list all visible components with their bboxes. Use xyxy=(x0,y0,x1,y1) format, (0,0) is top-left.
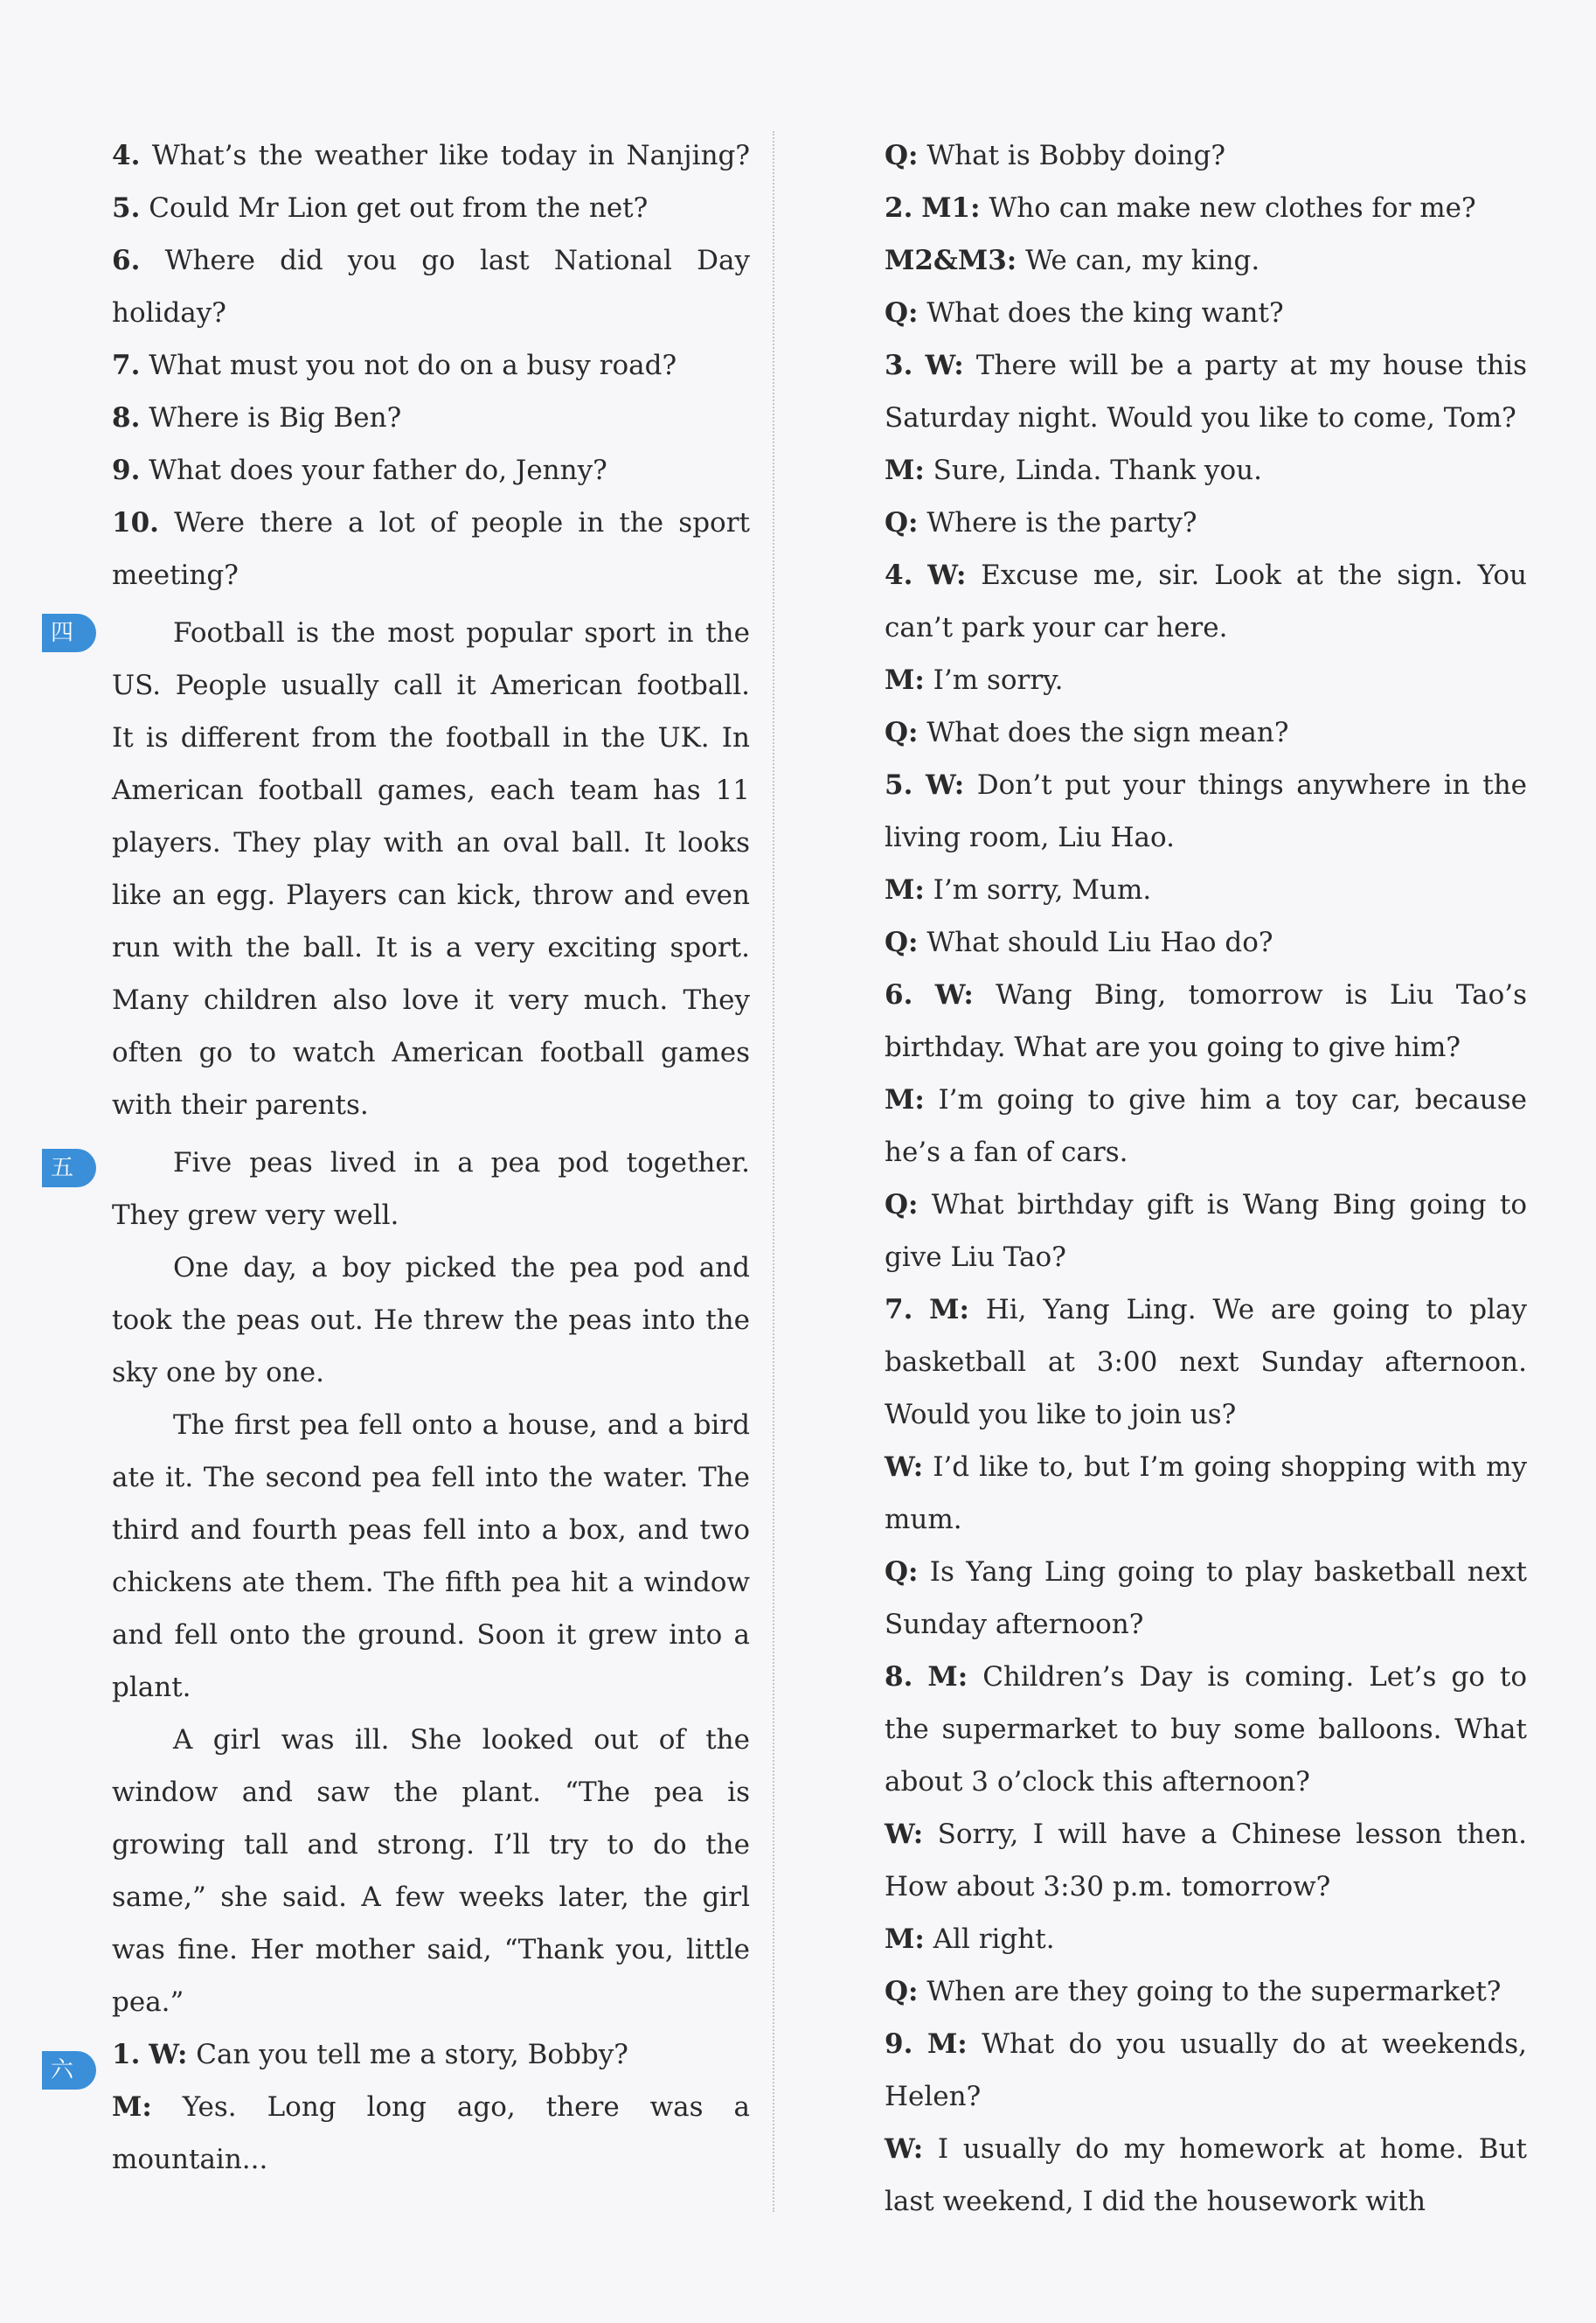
dialogue-line xyxy=(885,602,1527,654)
item-number: 7. xyxy=(885,1294,913,1325)
paragraph-line: with their parents. xyxy=(112,1089,369,1121)
dialogue-line xyxy=(885,2018,1527,2070)
dialogue-text: Saturday night. Would you like to come, Tom? xyxy=(885,402,1516,434)
dialogue-text: What do you usually do at weekends, xyxy=(982,2028,1528,2060)
speaker-label: W: xyxy=(885,2133,924,2165)
speaker-label: M2&M3: xyxy=(885,245,1017,276)
dialogue-text: Sunday afternoon? xyxy=(885,1609,1144,1640)
dialogue-text: Would you like to join us? xyxy=(885,1399,1237,1430)
item-number: 3. xyxy=(885,350,913,381)
dialogue-text: What is Bobby doing? xyxy=(926,140,1225,171)
dialogue-text: Don’t put your things anywhere in the xyxy=(976,769,1528,801)
dialogue-line xyxy=(885,2070,1527,2123)
speaker-label: M: xyxy=(885,1084,925,1116)
dialogue-line xyxy=(885,392,1527,444)
paragraph-line: was fine. Her mother said, “Thank you, little xyxy=(112,1934,750,1965)
dialogue-line xyxy=(885,1965,1527,2018)
dialogue-text: he’s a fan of cars. xyxy=(885,1137,1128,1168)
paragraph-line: One day, a boy picked the pea pod and xyxy=(173,1252,750,1283)
question-8: 8. Where is Big Ben? xyxy=(112,402,402,434)
paragraph-line: growing tall and strong. I’ll try to do the xyxy=(112,1829,750,1860)
paragraph-line: A girl was ill. She looked out of the xyxy=(173,1724,750,1756)
column-divider xyxy=(773,131,774,2212)
dialogue-text: When are they going to the supermarket? xyxy=(926,1976,1502,2007)
speaker-label: W: xyxy=(885,1451,924,1483)
item-number: 9. xyxy=(885,2028,913,2060)
dialogue-line: 1. W: Can you tell me a story, Bobby? xyxy=(112,2039,628,2070)
speaker-label: M: xyxy=(885,664,925,696)
dialogue-text: basketball at 3:00 next Sunday afternoon. xyxy=(885,1346,1527,1378)
section-badge-5: 五 xyxy=(42,1149,96,1187)
dialogue-line xyxy=(885,1913,1527,1965)
question-6: 6. Where did you go last National Day xyxy=(112,245,750,276)
dialogue-line xyxy=(885,1021,1527,1074)
section-4 xyxy=(112,607,750,1131)
item-number: 8. xyxy=(885,1661,913,1693)
dialogue-text: We can, my king. xyxy=(1025,245,1260,276)
section-5 xyxy=(112,1137,750,2028)
dialogue-line xyxy=(885,1860,1527,1913)
paragraph-line: Many children also love it very much. They xyxy=(112,984,750,1016)
paragraph-line: and fell onto the ground. Soon it grew into a xyxy=(112,1619,750,1651)
paragraph-line: They grew very well. xyxy=(112,1200,399,1231)
question-10: 10. Were there a lot of people in the sport xyxy=(112,507,750,539)
paragraph-line: third and fourth peas fell into a box, and two xyxy=(112,1514,750,1546)
speaker-label: W: xyxy=(925,350,964,381)
dialogue-text: Helen? xyxy=(885,2081,982,2112)
dialogue-line xyxy=(885,969,1527,1021)
dialogue-line xyxy=(885,234,1527,287)
speaker-label: W: xyxy=(934,979,974,1011)
speaker-label: W: xyxy=(885,1819,924,1850)
dialogue-line xyxy=(885,759,1527,811)
dialogue-text: the supermarket to buy some balloons. What xyxy=(885,1714,1527,1745)
dialogue-text: What should Liu Hao do? xyxy=(926,927,1273,958)
dialogue-text: Children’s Day is coming. Let’s go to xyxy=(982,1661,1528,1693)
section-6 xyxy=(112,2028,750,2186)
question-9: 9. What does your father do, Jenny? xyxy=(112,455,607,486)
dialogue-text: Where is the party? xyxy=(926,507,1197,539)
dialogue-line xyxy=(885,339,1527,392)
dialogue-text: How about 3:30 p.m. tomorrow? xyxy=(885,1871,1331,1902)
speaker-label: M: xyxy=(885,874,925,906)
dialogue-text: What does the king want? xyxy=(926,297,1284,329)
paragraph-line: window and saw the plant. “The pea is xyxy=(112,1777,750,1808)
dialogue-text: living room, Liu Hao. xyxy=(885,822,1175,853)
question-10-cont: meeting? xyxy=(112,560,239,591)
dialogue-line: mountain... xyxy=(112,2144,268,2175)
paragraph-line: players. They play with an oval ball. It looks xyxy=(112,827,750,859)
dialogue-line xyxy=(885,444,1527,497)
paragraph-line: Football is the most popular sport in the xyxy=(173,617,750,649)
dialogue-line xyxy=(885,2175,1527,2228)
question-7: 7. What must you not do on a busy road? xyxy=(112,350,677,381)
dialogue-line xyxy=(885,1756,1527,1808)
dialogue-text: Excuse me, sir. Look at the sign. You xyxy=(981,560,1528,591)
dialogue-line xyxy=(885,1598,1527,1651)
paragraph-line: US. People usually call it American football. xyxy=(112,670,750,701)
dialogue-text: I’m sorry. xyxy=(933,664,1064,696)
dialogue-line xyxy=(885,2123,1527,2175)
dialogue-line: M: Yes. Long long ago, there was a xyxy=(112,2091,750,2123)
paragraph-line: ate it. The second pea fell into the water. The xyxy=(112,1462,750,1493)
dialogue-text: There will be a party at my house this xyxy=(975,350,1528,381)
question-5: 5. Could Mr Lion get out from the net? xyxy=(112,192,649,224)
speaker-label: Q: xyxy=(885,927,919,958)
paragraph-line: like an egg. Players can kick, throw and even xyxy=(112,880,750,911)
dialogue-text: Sorry, I will have a Chinese lesson then. xyxy=(937,1819,1527,1850)
speaker-label: M: xyxy=(926,2028,968,2060)
dialogue-text: can’t park your car here. xyxy=(885,612,1228,643)
speaker-label: Q: xyxy=(885,1556,919,1588)
dialogue-line xyxy=(885,1126,1527,1179)
dialogue-text: Hi, Yang Ling. We are going to play xyxy=(985,1294,1528,1325)
dialogue-text: birthday. What are you going to give him? xyxy=(885,1032,1461,1063)
dialogue-line xyxy=(885,497,1527,549)
paragraph-line: plant. xyxy=(112,1672,191,1703)
speaker-label: Q: xyxy=(885,1189,919,1221)
speaker-label: W: xyxy=(927,560,967,591)
dialogue-line xyxy=(885,1703,1527,1756)
paragraph-line: chickens ate them. The fifth pea hit a window xyxy=(112,1567,750,1598)
dialogue-line xyxy=(885,916,1527,969)
dialogue-line xyxy=(885,182,1527,234)
paragraph-line: Five peas lived in a pea pod together. xyxy=(173,1147,750,1179)
dialogue-text: Who can make new clothes for me? xyxy=(989,192,1476,224)
dialogue-text: What birthday gift is Wang Bing going to xyxy=(931,1189,1527,1221)
dialogue-text: I’d like to, but I’m going shopping with my xyxy=(933,1451,1527,1483)
paragraph-line: same,” she said. A few weeks later, the girl xyxy=(112,1881,750,1913)
dialogue-line xyxy=(885,1651,1527,1703)
speaker-label: M: xyxy=(929,1294,969,1325)
paragraph-line: It is different from the football in the UK. In xyxy=(112,722,750,754)
item-number: 6. xyxy=(885,979,913,1011)
paragraph-line: The first pea fell onto a house, and a bird xyxy=(173,1409,750,1441)
dialogue-text: I’m sorry, Mum. xyxy=(933,874,1152,906)
speaker-label: Q: xyxy=(885,1976,919,2007)
dialogue-line xyxy=(885,1493,1527,1546)
dialogue-text: I’m going to give him a toy car, because xyxy=(938,1084,1527,1116)
dialogue-line xyxy=(885,1546,1527,1598)
dialogue-line xyxy=(885,1179,1527,1231)
speaker-label: Q: xyxy=(885,507,919,539)
question-6-cont: holiday? xyxy=(112,297,226,329)
dialogue-line xyxy=(885,654,1527,706)
item-number: 2. xyxy=(885,192,913,224)
dialogue-line xyxy=(885,864,1527,916)
paragraph-line: often go to watch American football games xyxy=(112,1037,750,1068)
dialogue-line xyxy=(885,811,1527,864)
dialogue-text: last weekend, I did the housework with xyxy=(885,2186,1426,2217)
paragraph-line: pea.” xyxy=(112,1986,184,2018)
item-number: 5. xyxy=(885,769,913,801)
dialogue-text: about 3 o’clock this afternoon? xyxy=(885,1766,1310,1798)
paragraph-line: run with the ball. It is a very exciting sport. xyxy=(112,932,750,963)
speaker-label: M: xyxy=(927,1661,968,1693)
dialogue-text: Wang Bing, tomorrow is Liu Tao’s xyxy=(996,979,1527,1011)
dialogue-text: Sure, Linda. Thank you. xyxy=(933,455,1262,486)
paragraph-line: sky one by one. xyxy=(112,1357,324,1388)
left-column xyxy=(112,129,750,2186)
question-4: 4. What’s the weather like today in Nanjing? xyxy=(112,140,750,171)
speaker-label: Q: xyxy=(885,717,919,748)
dialogue-text: I usually do my homework at home. But xyxy=(937,2133,1527,2165)
dialogue-text: What does the sign mean? xyxy=(926,717,1289,748)
speaker-label: M1: xyxy=(921,192,981,224)
speaker-label: W: xyxy=(925,769,965,801)
speaker-label: M: xyxy=(885,455,925,486)
section-badge-6: 六 xyxy=(42,2051,96,2090)
paragraph-line: took the peas out. He threw the peas into the xyxy=(112,1304,750,1336)
dialogue-line xyxy=(885,1231,1527,1283)
speaker-label: Q: xyxy=(885,297,919,329)
dialogue-line xyxy=(885,1336,1527,1388)
item-number: 4. xyxy=(885,560,913,591)
dialogue-line xyxy=(885,706,1527,759)
dialogue-line xyxy=(885,1808,1527,1860)
dialogue-line xyxy=(885,129,1527,182)
right-column xyxy=(885,129,1527,2228)
speaker-label: M: xyxy=(885,1923,925,1955)
dialogue-line xyxy=(885,1441,1527,1493)
dialogue-line xyxy=(885,1388,1527,1441)
dialogue-line xyxy=(885,1074,1527,1126)
dialogue-line xyxy=(885,549,1527,602)
section-badge-4: 四 xyxy=(42,614,96,652)
dialogue-line xyxy=(885,1283,1527,1336)
dialogue-text: Is Yang Ling going to play basketball next xyxy=(929,1556,1527,1588)
dialogue-line xyxy=(885,287,1527,339)
speaker-label: Q: xyxy=(885,140,919,171)
dialogue-text: mum. xyxy=(885,1504,962,1535)
dialogue-text: give Liu Tao? xyxy=(885,1241,1066,1273)
dialogue-text: All right. xyxy=(933,1923,1055,1955)
paragraph-line: American football games, each team has 11 xyxy=(112,775,750,806)
